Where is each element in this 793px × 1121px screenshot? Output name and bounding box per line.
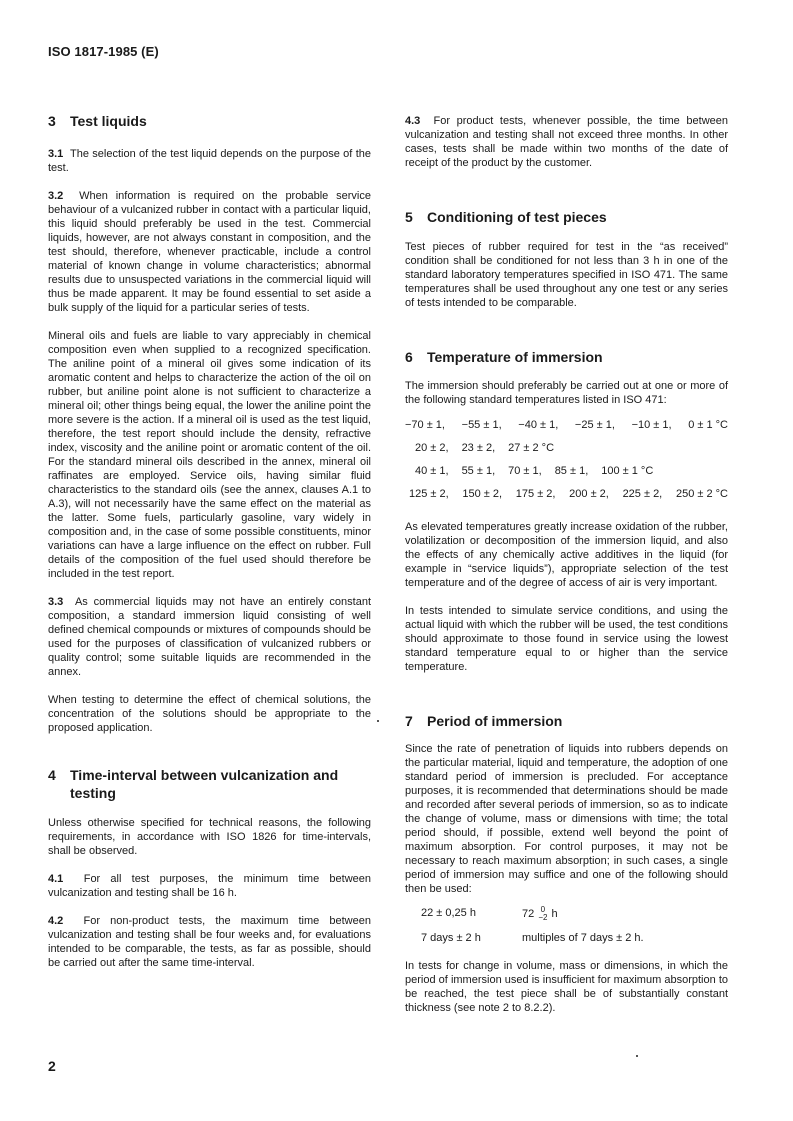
temperature-value: 250 ± 2 °C: [675, 488, 728, 500]
paragraph-section-6-intro: The immersion should preferably be carried out at one or more of the following standard temperatures listed in ISO 471:: [405, 380, 728, 406]
clause-text: For all test purposes, the minimum time between vulcanization and testing shall be 16 h.: [48, 873, 371, 899]
left-column: [48, 112, 371, 970]
section-number: 7: [405, 713, 413, 729]
temperature-value: −10 ± 1,: [631, 419, 672, 431]
clause-4-3: [405, 114, 728, 170]
temperature-value: 0 ± 1 °C: [688, 419, 728, 431]
paragraph-period-of-immersion: Since the rate of penetration of liquids into rubbers depends on the particular material, liquid and temperature, the adoption of one standard period of immersion is precluded. For acceptance purposes, it is recommended that determinations should be made and recorded after several periods of immersion, so as to indicate the change of volume, mass or dimensions with time; the total period should, if possible, extend well beyond the point of maximum absorption. For control purposes, it may not be necessary to reach maximum absorption; in such cases, a single period of immersion may suffice and one of the following should then be used:: [405, 743, 728, 895]
period-unit: h: [551, 907, 558, 920]
temperature-value: 200 ± 2,: [569, 488, 609, 500]
temperature-row: [405, 418, 728, 441]
paragraph-oxidation: As elevated temperatures greatly increase oxidation of the rubber, volatilization or decomposition of the immersion liquid, and also the effects of any chemically active additives in the liquid (for example in “service liquids”), appropriate selection of the test temperature and of the degree of access of air is very important.: [405, 521, 728, 589]
right-column: [405, 114, 728, 1015]
section-number: 6: [405, 349, 413, 365]
temperature-value: 40 ± 1,: [415, 465, 449, 477]
paragraph-mineral-oils: Mineral oils and fuels are liable to vary appreciably in chemical composition even when supplied to a recognized specification. The aniline point of a mineral oil gives some indication of its aromatic content and helps to characterize the action of the oil on rubber, but aniline point alone is not sufficient to characterize a mineral oil; other things being equal, the lower the aniline point the more severe is the action. If a mineral oil is used as the test liquid, therefore, the test report should include the density, refractive index, viscosity and the aniline point or aromatic content of the oil. For the standard mineral oils described in the annex, mineral oil raffinates are employed. Service oils, having similar fluid characteristics to the standard oils (see the annex, clauses A.1 to A.3), will not necessarily have the same effect on the material as the latter. Some fuels, particularly gasoline, vary widely in composition and, in the case of some possible constituents, minor variations can have a large influence on the effect on rubber. Full details of the composition of the fuel used should therefore be included in the test report.: [48, 330, 371, 580]
temperature-value: 20 ± 2,: [415, 442, 449, 454]
section-number: 4: [48, 767, 56, 783]
temperature-value: 23 ± 2,: [461, 442, 496, 454]
tolerance-upper: 0: [540, 905, 546, 914]
period-value: 22 ± 0,25 h: [421, 907, 476, 919]
section-6-heading: [405, 348, 728, 366]
clause-text: For product tests, whenever possible, the time between vulcanization and testing shall not exceed three months. In other cases, tests shall be made within two months of the date of receipt of the product by the customer.: [405, 115, 728, 169]
clause-4-2: [48, 914, 371, 970]
clause-text: When information is required on the probable service behaviour of a vulcanized rubber in contact with a particular liquid, this liquid should preferably be used in the test. Commercial liquids, however, are not always constant in composition, and the test should, therefore, whenever practicable, include a control material of known change in volume characteristics; abnormal results due to unsuspected variations in the commercial liquid will thus be made apparent. It may be found essential to set aside a bulk supply of the liquid for a particular series of tests.: [48, 190, 371, 314]
page-header: ISO 1817-1985 (E): [48, 44, 159, 59]
clause-3-3: [48, 595, 371, 679]
paragraph-chemical-solutions: When testing to determine the effect of chemical solutions, the concentration of the solutions should be appropriate to the proposed application.: [48, 694, 371, 734]
scan-speck: [636, 1055, 638, 1057]
temperature-value: −70 ± 1,: [405, 419, 445, 431]
temperature-value: 27 ± 2 °C: [508, 442, 555, 454]
clause-label: 4.3: [405, 115, 421, 127]
section-title: Period of immersion: [427, 713, 563, 729]
paragraph-section-4-intro: Unless otherwise specified for technical reasons, the following requirements, in accordance with ISO 1826 for time-intervals, shall be observed.: [48, 817, 371, 857]
section-title: Test liquids: [70, 113, 147, 129]
temperature-value: 100 ± 1 °C: [601, 465, 654, 477]
period-main: 72: [522, 907, 535, 920]
temperature-value: −40 ± 1,: [518, 419, 559, 431]
tolerance-lower: −2: [538, 913, 548, 922]
clause-label: 4.1: [48, 873, 64, 885]
section-title: Temperature of immersion: [427, 349, 603, 365]
temperature-value: 225 ± 2,: [622, 488, 663, 500]
page-number: 2: [48, 1058, 56, 1074]
temperature-value: 55 ± 1,: [461, 465, 496, 477]
section-5-heading: [405, 208, 728, 226]
section-number: 5: [405, 209, 413, 225]
paragraph-conditioning: Test pieces of rubber required for test in the “as received” condition shall be conditioned for not less than 3 h in one of the standard laboratory temperatures specified in ISO 471. The same temperatures shall be used throughout any one test or any series of tests intended to be comparable.: [405, 241, 728, 309]
period-tolerance: [538, 906, 547, 922]
temperature-value: 150 ± 2,: [462, 488, 503, 500]
temperature-value: 70 ± 1,: [508, 465, 542, 477]
clause-label: 3.1: [48, 148, 64, 160]
period-value: 7 days ± 2 h: [421, 932, 481, 944]
temperature-row: [405, 441, 728, 464]
paragraph-constant-thickness: In tests for change in volume, mass or dimensions, in which the period of immersion used is insufficient for maximum absorption to be reached, the test piece shall be of substantially constant thickness (see note 2 to 8.2.2).: [405, 960, 728, 1014]
temperature-value: 85 ± 1,: [554, 465, 589, 477]
clause-text: As commercial liquids may not have an entirely constant composition, a standard immersion liquid consisting of well defined chemical compounds or mixtures of compounds should be used for the purposes of classification of vulcanized rubbers or quality control; some suitable liquids are recommended in the annex.: [48, 596, 371, 678]
period-value: multiples of 7 days ± 2 h.: [522, 932, 644, 944]
period-value: [522, 906, 728, 922]
section-7-heading: [405, 712, 728, 730]
clause-label: 3.3: [48, 596, 64, 608]
section-number: 3: [48, 113, 56, 129]
clause-3-1: [48, 147, 371, 175]
immersion-periods: [421, 906, 728, 945]
scan-speck: [377, 720, 379, 722]
clause-4-1: [48, 872, 371, 900]
clause-label: 4.2: [48, 915, 64, 927]
clause-3-2: [48, 189, 371, 315]
clause-label: 3.2: [48, 190, 64, 202]
section-title: Conditioning of test pieces: [427, 209, 607, 225]
paragraph-service-conditions: In tests intended to simulate service conditions, and using the actual liquid with which the rubber will be used, the test conditions should approximate to those found in service using the lowest standard temperature equal to or higher than the service temperature.: [405, 605, 728, 673]
clause-text: For non-product tests, the maximum time between vulcanization and testing shall be four weeks and, for evaluations intended to be comparable, the tests, as far as possible, should be carried out after the same time-interval.: [48, 915, 371, 969]
section-title: Time-interval between vulcanization and testing: [70, 767, 339, 801]
temperature-row: [405, 487, 728, 510]
clause-text: The selection of the test liquid depends on the purpose of the test.: [48, 148, 371, 174]
temperature-row: [405, 464, 728, 487]
section-3-heading: [48, 112, 371, 130]
temperature-value: 175 ± 2,: [515, 488, 556, 500]
standard-temperatures: [405, 418, 728, 510]
temperature-value: 125 ± 2,: [409, 488, 449, 500]
temperature-value: −55 ± 1,: [461, 419, 502, 431]
section-4-heading: [48, 766, 371, 802]
temperature-value: −25 ± 1,: [574, 419, 615, 431]
